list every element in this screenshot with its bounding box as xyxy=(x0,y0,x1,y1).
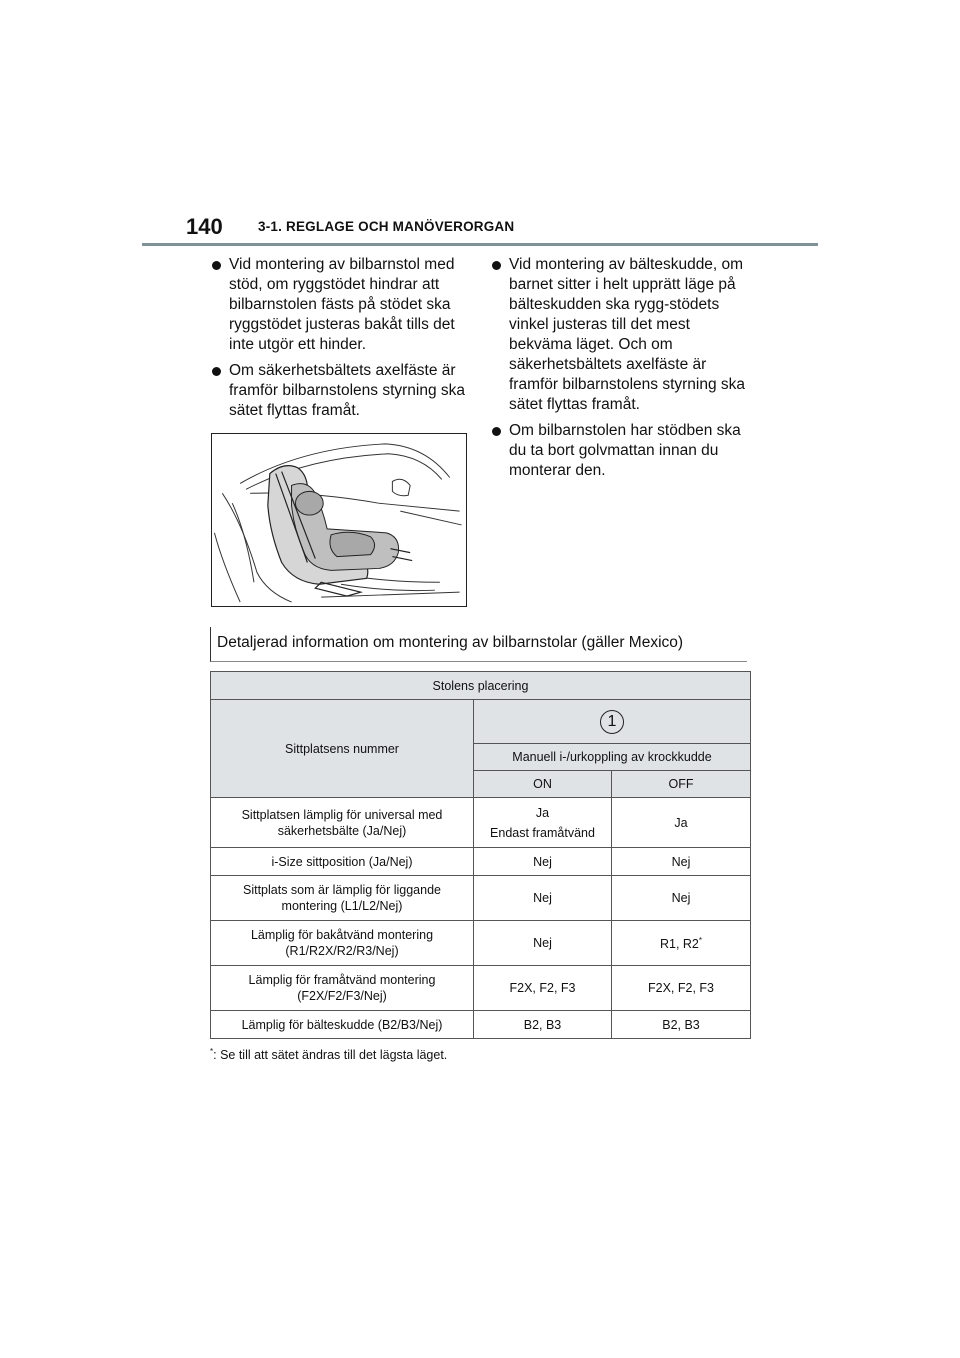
page-number: 140 xyxy=(186,214,223,239)
row-off-value: B2, B3 xyxy=(612,1011,751,1039)
table-row xyxy=(211,966,751,1011)
footnote-mark: * xyxy=(698,936,703,946)
child-seat-illustration xyxy=(211,433,467,607)
row-on-value: Nej xyxy=(474,876,612,921)
column-off: OFF xyxy=(612,771,751,798)
bullet-icon xyxy=(212,261,221,270)
row-on-value xyxy=(474,798,612,848)
row-off-value xyxy=(612,921,751,966)
row-label: i-Size sittposition (Ja/Nej) xyxy=(211,848,474,876)
section-title: 3-1. REGLAGE OCH MANÖVERORGAN xyxy=(258,219,515,234)
footnote-text: : Se till att sätet ändras till det lägsta läget. xyxy=(213,1048,448,1063)
footnote xyxy=(210,1047,447,1062)
table-row xyxy=(211,1011,751,1039)
column-on: ON xyxy=(474,771,612,798)
bullet-text: Vid montering av bilbarnstol med stöd, om ryggstödet hindrar att bilbarnstolen fästs på stödet ska ryggstödet justeras bakåt tills det inte utgör ett hinder. xyxy=(229,256,455,353)
table-row xyxy=(211,921,751,966)
row-on-value: Nej xyxy=(474,848,612,876)
row-off-value: F2X, F2, F3 xyxy=(612,966,751,1011)
row-off-value: Ja xyxy=(612,798,751,848)
row-on-line: Endast framåtvänd xyxy=(490,825,595,840)
airbag-label: Manuell i-/urkoppling av krockkudde xyxy=(474,744,751,771)
row-off-value: Nej xyxy=(612,848,751,876)
row-off-value: Nej xyxy=(612,876,751,921)
row-off-text: R1, R2 xyxy=(659,937,699,952)
seat-number-cell xyxy=(474,700,751,744)
bullet-icon xyxy=(492,427,501,436)
table-row xyxy=(211,848,751,876)
bullet-icon xyxy=(492,261,501,270)
row-label: Lämplig för bälteskudde (B2/B3/Nej) xyxy=(211,1011,474,1039)
child-seat-in-car-icon xyxy=(212,434,466,606)
bullet-item xyxy=(212,255,468,355)
bullet-text: Om säkerhetsbältets axelfäste är framför bilbarnstolens styrning ska sätet flyttas framåt. xyxy=(229,362,466,419)
bullet-item xyxy=(492,255,748,415)
row-label: Lämplig för framåtvänd montering (F2X/F2/F3/Nej) xyxy=(211,966,474,1011)
row-on-line: Ja xyxy=(535,805,550,820)
info-heading-text: Detaljerad information om montering av bilbarnstolar (gäller Mexico) xyxy=(217,634,684,651)
row-on-value: F2X, F2, F3 xyxy=(474,966,612,1011)
bullet-icon xyxy=(212,367,221,376)
row-label: Sittplats som är lämplig för liggande montering (L1/L2/Nej) xyxy=(211,876,474,921)
bullet-item xyxy=(212,361,468,421)
table-row xyxy=(211,876,751,921)
table-row xyxy=(211,798,751,848)
footnote-mark: * xyxy=(210,1047,214,1056)
info-heading xyxy=(210,627,747,662)
left-column xyxy=(212,255,468,427)
row-label: Lämplig för bakåtvänd montering (R1/R2X/R2/R3/Nej) xyxy=(211,921,474,966)
bullet-text: Om bilbarnstolen har stödben ska du ta bort golvmattan innan du monterar den. xyxy=(509,422,741,479)
seat-number: 1 xyxy=(600,710,624,734)
row-on-value: Nej xyxy=(474,921,612,966)
row-label: Sittplatsen lämplig för universal med säkerhetsbälte (Ja/Nej) xyxy=(211,798,474,848)
right-column xyxy=(492,255,748,487)
seat-number-label: Sittplatsens nummer xyxy=(211,700,474,798)
header-rule xyxy=(142,243,818,246)
bullet-text: Vid montering av bälteskudde, om barnet sitter i helt upprätt läge på bälteskudden ska rygg-stödets vinkel justeras till det mest bekväma läget. Och om säkerhetsbältets axelfäste är framför bilbarnstolens styrning ska sätet flyttas framåt. xyxy=(509,256,746,413)
row-on-value: B2, B3 xyxy=(474,1011,612,1039)
bullet-item xyxy=(492,421,748,481)
table-top-header: Stolens placering xyxy=(211,672,751,700)
child-seat-compatibility-table xyxy=(210,671,751,1039)
